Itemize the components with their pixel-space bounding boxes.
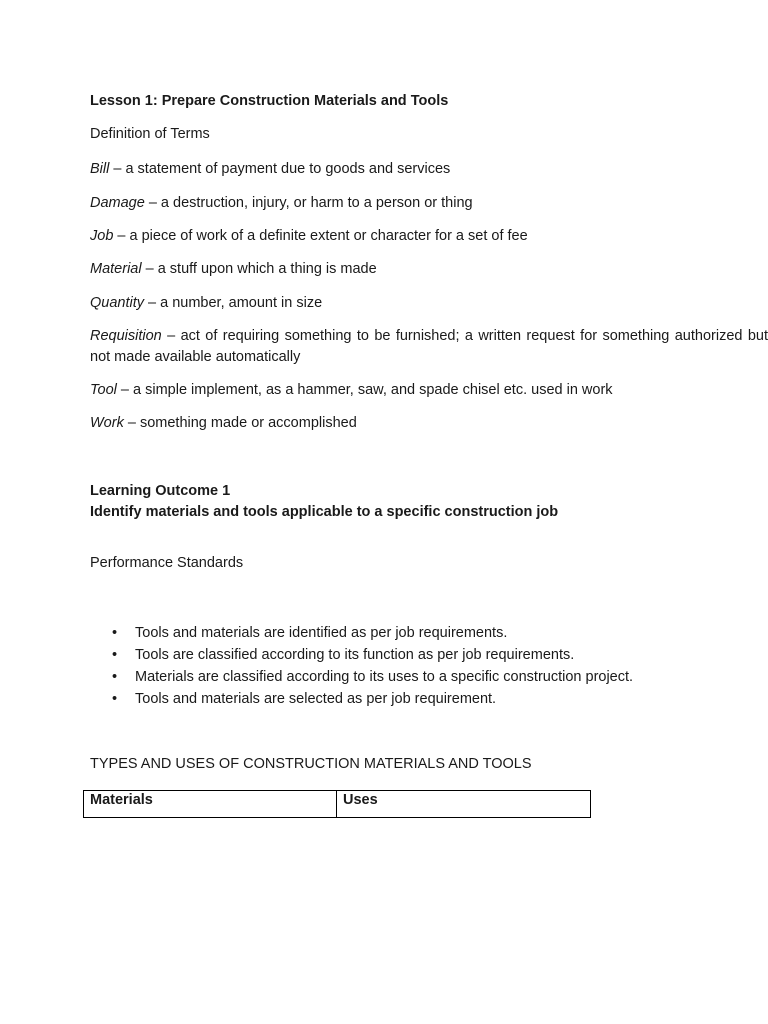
term-bill (90, 159, 768, 180)
performance-standards-heading: Performance Standards (90, 555, 244, 571)
types-and-uses-heading: TYPES AND USES OF CONSTRUCTION MATERIALS AND TOOLS (90, 756, 532, 772)
list-item (112, 644, 633, 666)
term-definition: – a piece of work of a definite extent or character for a set of fee (113, 228, 528, 244)
term-word: Material (90, 261, 142, 277)
table-header-row (84, 791, 591, 818)
materials-uses-table (83, 790, 591, 818)
term-definition: – a stuff upon which a thing is made (141, 261, 377, 277)
table-header-materials: Materials (84, 791, 337, 818)
term-definition: – a number, amount in size (144, 295, 323, 311)
term-tool (90, 380, 768, 401)
term-definition: – a destruction, injury, or harm to a person or thing (144, 195, 473, 211)
definition-heading: Definition of Terms (90, 126, 210, 142)
term-definition: – something made or accomplished (123, 415, 357, 431)
list-item (112, 622, 633, 644)
term-word: Damage (90, 195, 145, 211)
lesson-title: Lesson 1: Prepare Construction Materials and Tools (90, 93, 449, 109)
term-word: Tool (90, 382, 117, 398)
term-word: Work (90, 415, 124, 431)
term-requisition (90, 326, 768, 368)
term-damage (90, 193, 768, 214)
bullet-icon: • (112, 669, 118, 685)
document-page (90, 0, 768, 1024)
bullet-icon: • (112, 625, 118, 641)
list-item-text: Tools and materials are selected as per job requirement. (135, 691, 497, 707)
list-item-text: Tools are classified according to its function as per job requirements. (135, 647, 575, 663)
list-item (112, 666, 633, 688)
term-word: Job (90, 228, 114, 244)
list-item-text: Materials are classified according to its uses to a specific construction project. (135, 669, 634, 685)
term-definition: – a simple implement, as a hammer, saw, and spade chisel etc. used in work (116, 382, 613, 398)
bullet-icon: • (112, 691, 118, 707)
performance-standards-list (112, 622, 633, 710)
term-quantity (90, 293, 768, 314)
term-word: Quantity (90, 295, 144, 311)
list-item-text: Tools and materials are identified as per job requirements. (135, 625, 508, 641)
term-job (90, 226, 768, 247)
term-definition: – a statement of payment due to goods and services (109, 161, 451, 177)
term-material (90, 259, 768, 280)
term-definition: – act of requiring something to be furnished; a written request for something authorized but not made available automatically (90, 328, 768, 365)
learning-outcome-title: Learning Outcome 1 (90, 483, 231, 499)
learning-outcome-subtitle: Identify materials and tools applicable to a specific construction job (90, 504, 559, 520)
term-work (90, 413, 768, 434)
table-header-uses: Uses (337, 791, 591, 818)
bullet-icon: • (112, 647, 118, 663)
term-word: Requisition (90, 328, 162, 344)
list-item (112, 688, 633, 710)
term-word: Bill (90, 161, 110, 177)
